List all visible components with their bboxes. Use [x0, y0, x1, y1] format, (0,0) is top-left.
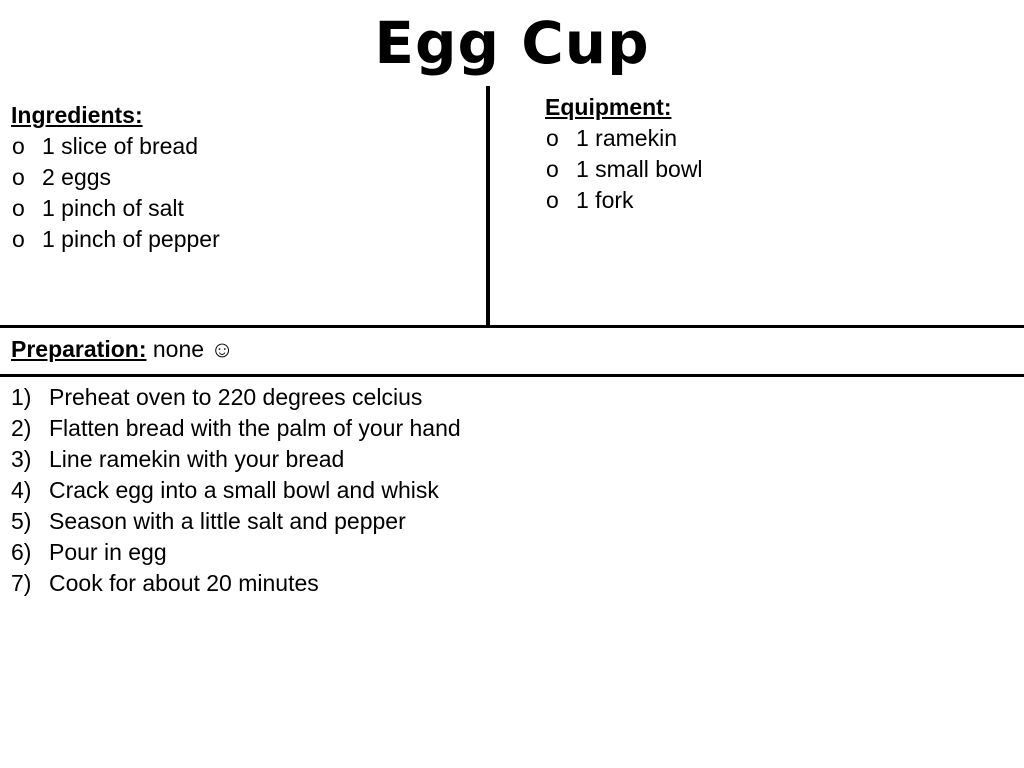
- step-item: [11, 413, 461, 444]
- page-title: Egg Cup: [374, 9, 650, 77]
- equipment-text: 1 small bowl: [576, 156, 703, 182]
- list-item: [545, 185, 703, 216]
- step-text: Season with a little salt and pepper: [49, 508, 406, 534]
- step-item: [11, 444, 461, 475]
- step-number: 6): [11, 539, 32, 565]
- step-number: 3): [11, 446, 32, 472]
- list-item: [11, 131, 220, 162]
- step-number: 2): [11, 415, 32, 441]
- list-item: [545, 154, 703, 185]
- step-number: 5): [11, 508, 32, 534]
- equipment-section: [545, 92, 703, 216]
- step-text: Line ramekin with your bread: [49, 446, 345, 472]
- step-text: Flatten bread with the palm of your hand: [49, 415, 461, 441]
- vertical-divider: [486, 86, 490, 327]
- steps-list: [11, 382, 461, 599]
- step-item: [11, 382, 461, 413]
- list-item: [11, 162, 220, 193]
- step-number: 1): [11, 384, 32, 410]
- step-text: Pour in egg: [49, 539, 167, 565]
- divider-above-preparation: [0, 325, 1024, 328]
- bullet-marker: o: [546, 125, 559, 151]
- step-text: Crack egg into a small bowl and whisk: [49, 477, 439, 503]
- step-number: 4): [11, 477, 32, 503]
- step-text: Cook for about 20 minutes: [49, 570, 319, 596]
- bullet-marker: o: [12, 195, 25, 221]
- bullet-marker: o: [12, 226, 25, 252]
- equipment-list: [545, 123, 703, 216]
- preparation-section: [11, 334, 234, 365]
- equipment-text: 1 ramekin: [576, 125, 677, 151]
- equipment-heading: Equipment:: [545, 94, 672, 120]
- step-item: [11, 475, 461, 506]
- bullet-marker: o: [12, 164, 25, 190]
- ingredient-text: 1 pinch of pepper: [42, 226, 220, 252]
- step-number: 7): [11, 570, 32, 596]
- list-item: [545, 123, 703, 154]
- bullet-marker: o: [546, 156, 559, 182]
- divider-below-preparation: [0, 374, 1024, 377]
- preparation-heading: Preparation:: [11, 336, 147, 362]
- ingredients-heading: Ingredients:: [11, 102, 143, 128]
- ingredient-text: 2 eggs: [42, 164, 112, 190]
- step-text: Preheat oven to 220 degrees celcius: [49, 384, 423, 410]
- bullet-marker: o: [546, 187, 559, 213]
- ingredients-list: [11, 131, 220, 255]
- step-item: [11, 537, 461, 568]
- step-item: [11, 506, 461, 537]
- list-item: [11, 224, 220, 255]
- preparation-value: none ☺: [152, 336, 234, 362]
- step-item: [11, 568, 461, 599]
- bullet-marker: o: [12, 133, 25, 159]
- ingredients-section: [11, 100, 220, 255]
- ingredient-text: 1 slice of bread: [42, 133, 198, 159]
- ingredient-text: 1 pinch of salt: [42, 195, 184, 221]
- equipment-text: 1 fork: [576, 187, 634, 213]
- list-item: [11, 193, 220, 224]
